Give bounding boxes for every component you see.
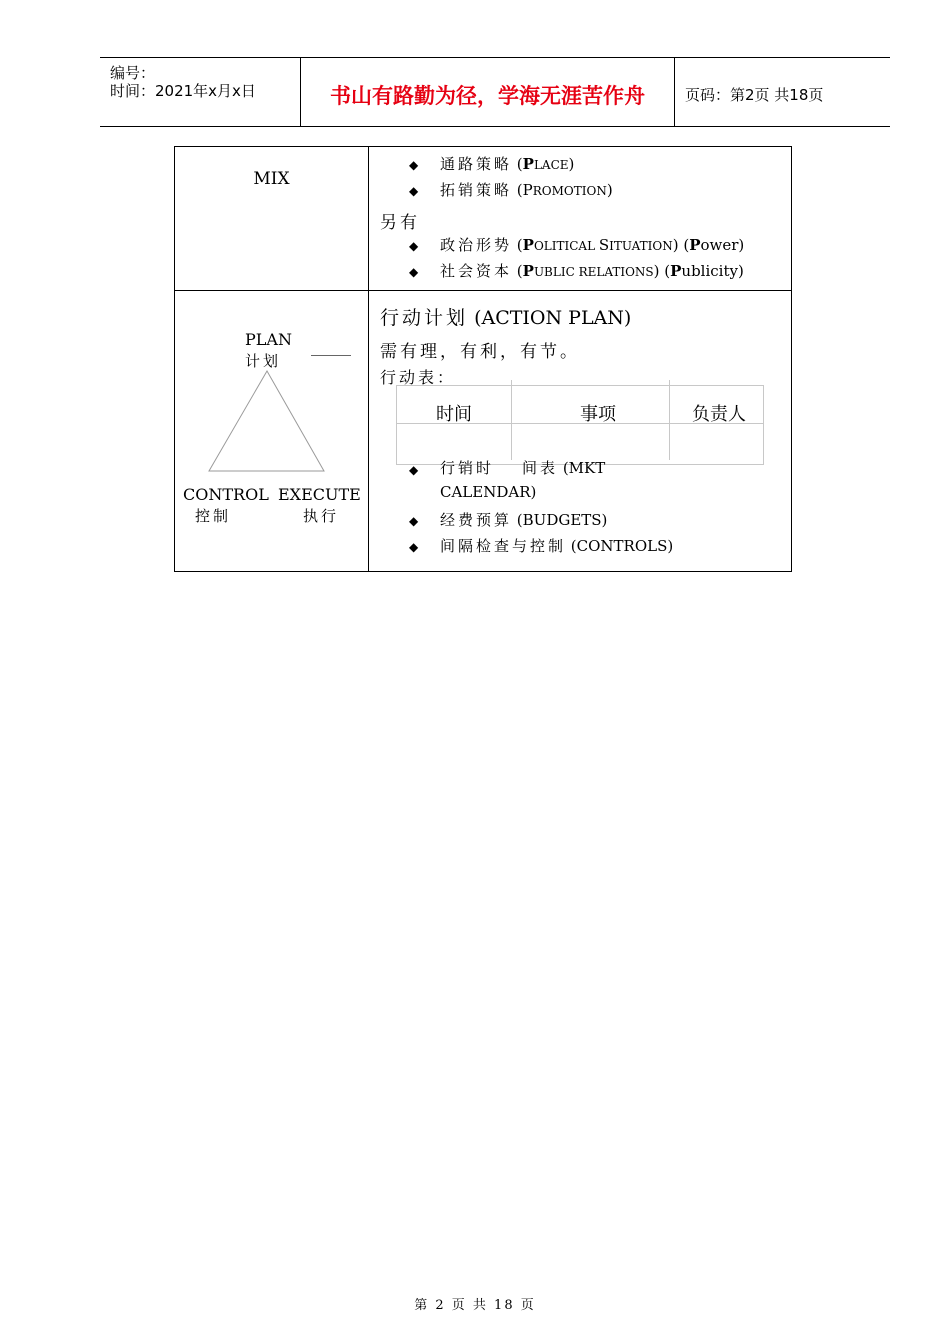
table-header-owner: 负责人 — [692, 404, 746, 425]
table-header-item: 事项 — [580, 404, 616, 425]
control-cn: 控制 — [195, 507, 232, 525]
action-item-text-cont: CALENDAR) — [440, 483, 537, 501]
table-divider-vertical — [368, 147, 369, 571]
plan-label: PLAN — [245, 330, 292, 349]
page-info: 页码：第2页 共18页 — [685, 86, 824, 104]
content-table — [174, 146, 792, 572]
doc-time-label: 时间：2021年x月x日 — [110, 82, 256, 100]
action-item-text — [440, 535, 673, 556]
diamond-bullet-icon: ◆ — [409, 514, 419, 528]
header-motto-cell — [301, 58, 675, 126]
item-en: (BUDGETS) — [516, 511, 608, 529]
motto-text: 书山有路勤为径，学海无涯苦作舟 — [330, 84, 645, 108]
item-en: (MKT — [562, 459, 606, 477]
paren: ( — [516, 236, 523, 254]
plan-dash: _____ — [311, 337, 351, 356]
small-caps: LACE — [533, 158, 569, 172]
paren: ( — [516, 155, 523, 173]
action-principle: 需有理，有利，有节。 — [380, 342, 580, 362]
small-caps: UBLIC RELATIONS — [533, 265, 654, 279]
small-caps: OLITICAL — [533, 239, 599, 253]
triangle-shape — [209, 371, 324, 471]
paren: ) — [568, 155, 575, 173]
paren: ( — [678, 236, 690, 254]
cap-letter: S — [598, 236, 610, 254]
extra-text: ublicity) — [681, 262, 744, 280]
cap-letter: P — [522, 262, 534, 280]
item-cn: 经费预算 — [440, 511, 513, 529]
item-cn: 间隔检查与控制 — [440, 537, 567, 555]
cap-letter: P — [522, 236, 534, 254]
cap-letter: P — [522, 155, 534, 173]
page-header — [100, 57, 890, 127]
table-divider-horizontal — [175, 290, 791, 291]
paren: ( — [516, 262, 523, 280]
action-item-text — [440, 509, 607, 530]
item-cn: 拓销策略 — [440, 181, 513, 199]
item-cn: 间表 — [522, 459, 559, 477]
extra-item-text — [440, 234, 744, 255]
action-schedule-table — [396, 385, 764, 465]
paren: ( — [659, 262, 671, 280]
small-caps: ROMOTION — [532, 184, 607, 198]
mix-label: MIX — [253, 169, 290, 189]
diamond-bullet-icon: ◆ — [409, 184, 419, 198]
item-cn: 行销时 — [440, 459, 495, 477]
bold-letter: P — [689, 236, 701, 254]
item-cn: 政治形势 — [440, 236, 513, 254]
extra-text: ower) — [700, 236, 745, 254]
action-item-text — [440, 457, 605, 478]
bold-letter: P — [670, 262, 682, 280]
action-table-col-divider — [511, 380, 512, 460]
diamond-bullet-icon: ◆ — [409, 239, 419, 253]
header-page-cell — [675, 58, 890, 126]
execute-cn: 执行 — [303, 507, 340, 525]
diamond-bullet-icon: ◆ — [409, 158, 419, 172]
action-title-en: (ACTION PLAN) — [474, 307, 632, 329]
mix-item-text — [440, 153, 574, 174]
header-meta-cell — [100, 58, 301, 126]
action-title — [380, 303, 631, 330]
diamond-bullet-icon: ◆ — [409, 265, 419, 279]
extra-item-text — [440, 260, 744, 281]
mix-item-text — [440, 179, 613, 200]
item-cn: 社会资本 — [440, 262, 513, 280]
item-cn: 通路策略 — [440, 155, 513, 173]
item-en: (CONTROLS) — [570, 537, 674, 555]
plan-triangle-diagram — [205, 367, 325, 473]
control-label: CONTROL — [183, 485, 269, 504]
paren: ) — [653, 262, 660, 280]
paren: ) — [606, 181, 613, 199]
also-label: 另有 — [380, 213, 420, 233]
diamond-bullet-icon: ◆ — [409, 463, 419, 477]
plan-cn: 计划 — [245, 352, 282, 370]
page-footer: 第 2 页 共 18 页 — [414, 1298, 536, 1313]
execute-label: EXECUTE — [278, 485, 361, 504]
table-header-time: 时间 — [436, 404, 472, 425]
paren: ( — [516, 181, 523, 199]
action-title-cn: 行动计划 — [380, 307, 469, 329]
doc-number-label: 编号： — [110, 64, 156, 82]
diamond-bullet-icon: ◆ — [409, 540, 419, 554]
action-table-label: 行动表： — [380, 368, 457, 387]
small-caps: ITUATION — [609, 239, 673, 253]
cap-letter: P — [522, 181, 533, 199]
paren: ) — [672, 236, 679, 254]
action-table-col-divider — [669, 380, 670, 460]
